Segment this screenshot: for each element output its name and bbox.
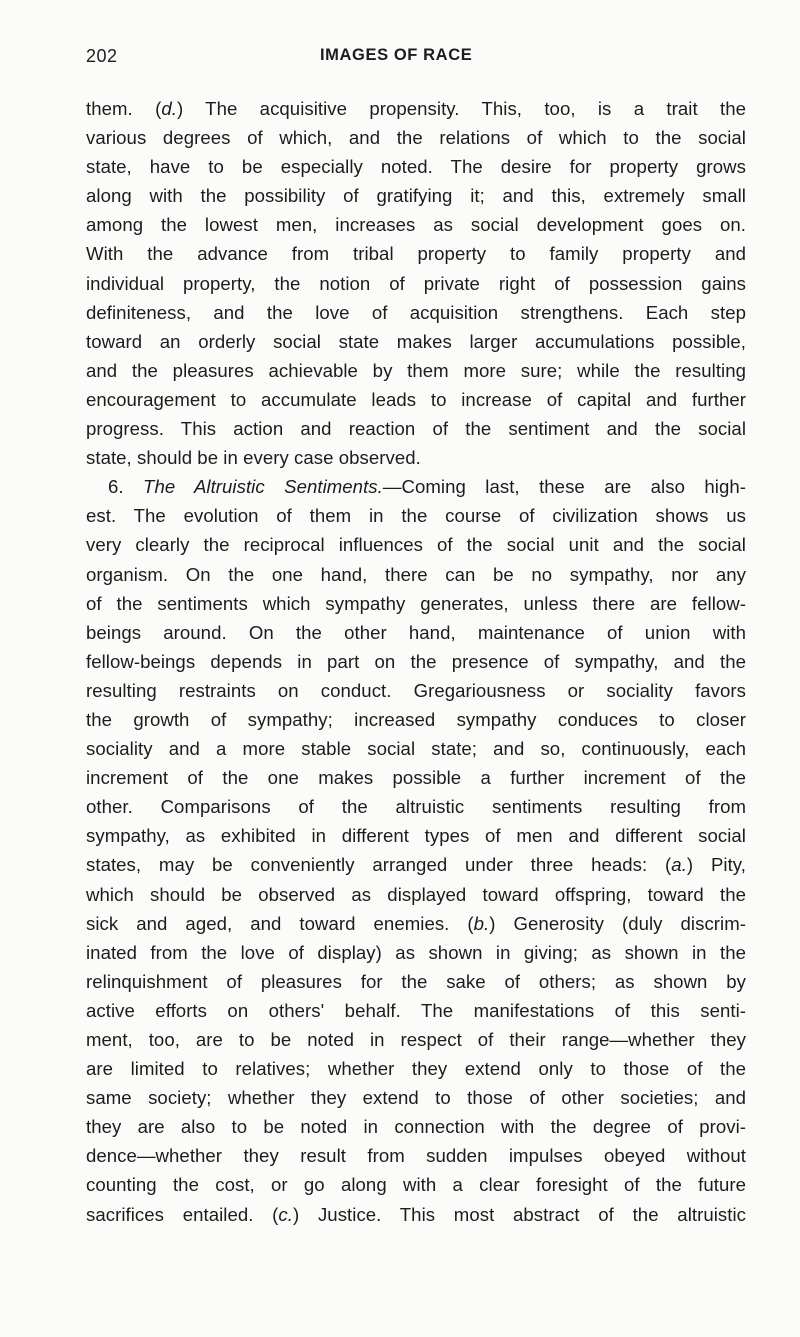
text-line — [86, 705, 746, 734]
text-segment: active efforts on others' behalf. The manifestations of this senti- — [86, 999, 746, 1021]
text-segment: ) The acquisitive propensity. This, too, is a trait the — [176, 98, 747, 119]
text-segment: state, have to be especially noted. The desire for property grows — [86, 156, 746, 178]
text-segment: sacrifices entailed. ( — [86, 1203, 279, 1225]
text-line — [86, 1200, 746, 1229]
text-segment: ) Generosity (duly discrim- — [489, 912, 746, 934]
text-segment: —Coming last, these are also high- — [382, 476, 746, 498]
text-segment: state, should be in every case observed. — [86, 447, 421, 469]
text-segment: and the pleasures achievable by them more sure; while the resulting — [86, 359, 746, 381]
text-segment: fellow-beings depends in part on the presence of sympathy, and the — [86, 650, 746, 672]
text-segment: along with the possibility of gratifying it; and this, extremely small — [86, 185, 746, 207]
text-line — [86, 647, 746, 676]
text-line — [86, 152, 746, 181]
text-line — [86, 618, 746, 647]
text-line — [86, 1025, 746, 1054]
text-line — [86, 1141, 746, 1170]
text-line — [86, 676, 746, 705]
text-line — [86, 501, 746, 530]
italic-text: c. — [278, 1203, 293, 1225]
text-segment: definiteness, and the love of acquisition strengthens. Each step — [86, 301, 746, 323]
text-segment: 6. — [108, 476, 144, 498]
text-segment: of the sentiments which sympathy generates, unless there are fellow- — [86, 592, 746, 614]
text-segment: relinquishment of pleasures for the sake of others; as shown by — [86, 970, 746, 992]
text-segment: them. ( — [86, 98, 162, 119]
text-line — [86, 385, 746, 414]
text-segment: other. Comparisons of the altruistic sentiments resulting from — [86, 796, 746, 818]
page-number: 202 — [86, 46, 118, 66]
text-line — [86, 239, 746, 268]
running-head — [86, 46, 742, 70]
text-segment: organism. On the one hand, there can be no sympathy, nor any — [86, 563, 746, 585]
text-segment: various degrees of which, and the relations of which to the social — [86, 127, 746, 149]
text-line — [86, 443, 746, 472]
text-segment: are limited to relatives; whether they extend only to those of the — [86, 1058, 746, 1080]
text-segment: the growth of sympathy; increased sympathy conduces to closer — [86, 708, 746, 730]
text-segment: ment, too, are to be noted in respect of their range—whether they — [86, 1029, 746, 1050]
text-line — [86, 763, 746, 792]
text-line — [86, 1054, 746, 1083]
text-segment: est. The evolution of them in the course of civilization shows us — [86, 505, 746, 527]
text-line — [86, 821, 746, 850]
italic-text: d. — [161, 98, 177, 119]
text-segment: individual property, the notion of private right of possession gains — [86, 272, 746, 294]
text-segment: they are also to be noted in connection with the degree of provi- — [86, 1116, 746, 1138]
text-line — [86, 123, 746, 152]
text-line — [86, 880, 746, 909]
text-segment: which should be observed as displayed toward offspring, toward the — [86, 883, 746, 905]
text-line — [86, 530, 746, 559]
text-line — [86, 967, 746, 996]
text-line — [86, 909, 746, 938]
text-line — [86, 1112, 746, 1141]
text-segment: counting the cost, or go along with a clear foresight of the future — [86, 1174, 746, 1196]
text-segment: ) Pity, — [686, 854, 746, 876]
text-segment: With the advance from tribal property to family property and — [86, 243, 746, 265]
text-line — [86, 938, 746, 967]
text-segment: encouragement to accumulate leads to increase of capital and further — [86, 388, 746, 410]
italic-text: a. — [671, 854, 687, 876]
text-line — [86, 850, 746, 879]
text-line — [86, 1170, 746, 1199]
text-segment: beings around. On the other hand, maintenance of union with — [86, 621, 746, 643]
text-segment: states, may be conveniently arranged under three heads: ( — [86, 854, 672, 876]
italic-text: The Altruistic Sentiments. — [143, 476, 383, 498]
text-segment: very clearly the reciprocal influences of the social unit and the social — [86, 534, 746, 556]
text-segment: inated from the love of display) as shown in giving; as shown in the — [86, 941, 746, 963]
text-line — [86, 210, 746, 239]
running-title: IMAGES OF RACE — [320, 46, 473, 64]
text-segment: ) Justice. This most abstract of the altruistic — [293, 1203, 746, 1225]
text-line — [86, 734, 746, 763]
text-line — [86, 298, 746, 327]
text-segment: same society; whether they extend to those of other societies; and — [86, 1087, 746, 1109]
text-segment: sick and aged, and toward enemies. ( — [86, 912, 474, 934]
italic-text: b. — [473, 912, 490, 934]
text-line — [86, 1083, 746, 1112]
text-segment: among the lowest men, increases as social development goes on. — [86, 214, 746, 236]
text-segment: sympathy, as exhibited in different types of men and different social — [86, 825, 746, 847]
text-line — [86, 327, 746, 356]
text-segment: progress. This action and reaction of the sentiment and the social — [86, 418, 746, 440]
text-line — [86, 94, 746, 123]
text-line — [86, 181, 746, 210]
text-line — [86, 356, 746, 385]
text-segment: sociality and a more stable social state; and so, continuously, each — [86, 738, 746, 760]
text-segment: increment of the one makes possible a further increment of the — [86, 767, 746, 789]
text-segment: dence—whether they result from sudden impulses obeyed without — [86, 1145, 746, 1167]
text-line — [86, 560, 746, 589]
text-line — [86, 792, 746, 821]
body-text — [86, 94, 746, 1229]
text-line — [86, 472, 746, 501]
text-line — [86, 414, 746, 443]
text-line — [86, 589, 746, 618]
text-line — [86, 996, 746, 1025]
text-line — [86, 269, 746, 298]
text-segment: toward an orderly social state makes larger accumulations possible, — [86, 330, 746, 352]
text-segment: resulting restraints on conduct. Gregariousness or sociality favors — [86, 679, 746, 701]
